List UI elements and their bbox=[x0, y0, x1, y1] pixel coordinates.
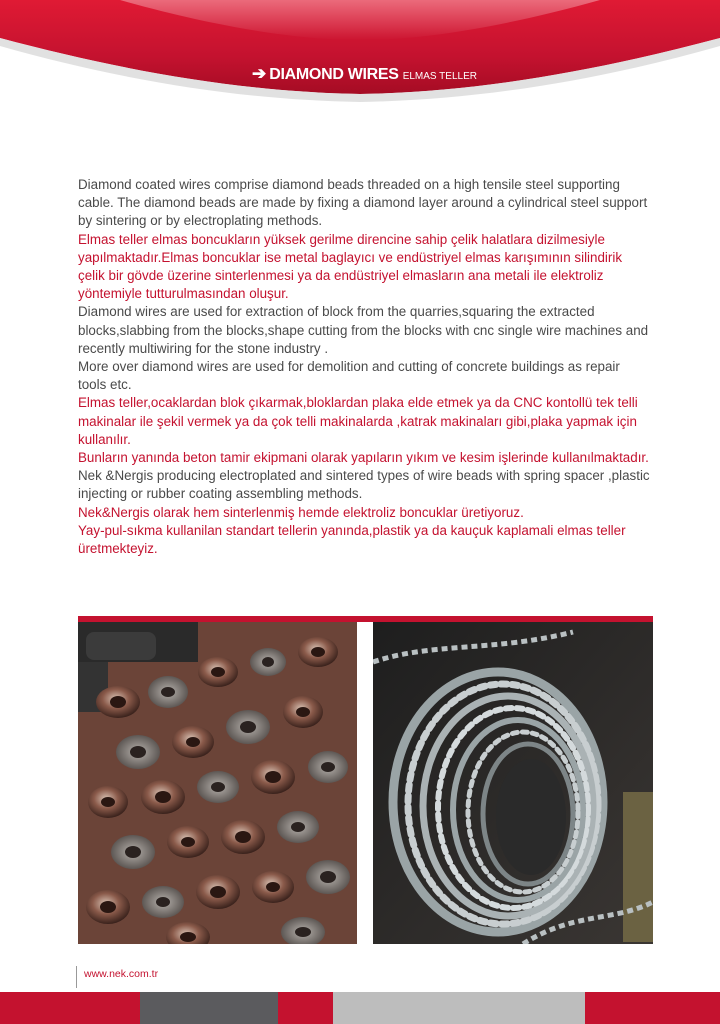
arrow-right-icon: ➔ bbox=[252, 64, 267, 83]
paragraph-en: Diamond coated wires comprise diamond beads threaded on a high tensile steel supporting cable. The diamond beads are made by fixing a diamond layer around a cylindrical steel support by sintering or by electroplating methods. bbox=[78, 177, 648, 229]
title-main: DIAMOND WIRES bbox=[269, 66, 399, 83]
diamond-beads-photo bbox=[78, 622, 357, 944]
header-banner bbox=[0, 0, 720, 110]
footer-divider bbox=[76, 966, 77, 988]
footer-color-bars bbox=[0, 992, 720, 1024]
footer-bar bbox=[0, 992, 140, 1024]
body-text bbox=[78, 176, 650, 558]
paragraph-tr: Nek&Nergis olarak hem sinterlenmiş hemde elektroliz boncuklar üretiyoruz. bbox=[78, 504, 524, 520]
footer-bar bbox=[140, 992, 278, 1024]
page-title bbox=[252, 64, 477, 86]
paragraph-tr: Yay-pul-sıkma kullanilan standart tellerin yanında,plastik ya da kauçuk kaplamali elmas teller üretmekteyiz. bbox=[78, 522, 626, 557]
title-subtitle: ELMAS TELLER bbox=[402, 71, 477, 82]
footer-bar bbox=[585, 992, 720, 1024]
paragraph-en: Nek &Nergis producing electroplated and sintered types of wire beads with spring spacer ,plastic injecting or rubber coating assembling methods. bbox=[78, 468, 650, 502]
paragraph-tr: Elmas teller elmas boncukların yüksek gerilme direncine sahip çelik halatlara dizilmesiyle yapılmaktadır.Elmas boncuklar ise metal baglayıcı ve endüstriyel elmas karışımının silindirik çelik bir gövde üzerine sinterlenmesi ya da endüstriyel elmasların ana metali ile elektroliz yöntemiyle tutturulmasından oluşur. bbox=[78, 231, 623, 302]
footer-website-link[interactable]: www.nek.com.tr bbox=[84, 968, 159, 980]
header-background bbox=[0, 0, 720, 110]
paragraph-tr: Elmas teller,ocaklardan blok çıkarmak,bloklardan plaka elde etmek ya da CNC kontollü tek telli makinalar ile şekil vermek ya da çok telli makinalarda ,katrak makinaları gibi,plaka yapmak için kullanılır. bbox=[78, 395, 638, 447]
paragraph-en: More over diamond wires are used for demolition and cutting of concrete buildings as repair tools etc. bbox=[78, 359, 620, 393]
diamond-beads-illustration bbox=[78, 622, 357, 944]
diamond-wire-coils-illustration bbox=[373, 622, 653, 944]
paragraph-en: Diamond wires are used for extraction of block from the quarries,squaring the extracted blocks,slabbing from the blocks,shape cutting from the blocks with cnc single wire machines and recently multiwiring for the stone industry . bbox=[78, 304, 649, 356]
footer-bar bbox=[333, 992, 585, 1024]
diamond-wire-coils-photo bbox=[373, 622, 653, 944]
paragraph-tr: Bunların yanında beton tamir ekipmani olarak yapıların yıkım ve kesim işlerinde kullanılmaktadır. bbox=[78, 450, 649, 466]
footer-bar bbox=[278, 992, 333, 1024]
